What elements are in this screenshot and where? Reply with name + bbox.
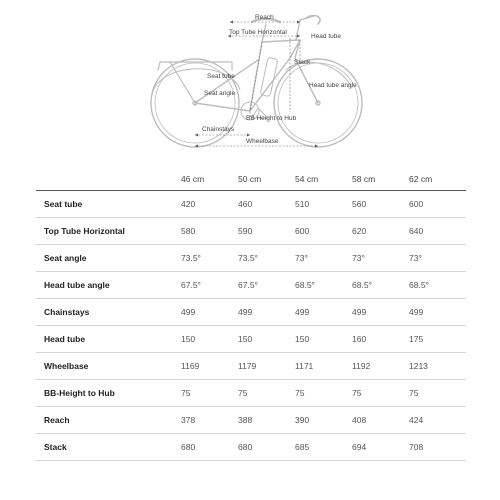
table-cell: 67.5° — [181, 272, 238, 299]
table-cell: 1169 — [181, 353, 238, 380]
table-cell: 160 — [352, 326, 409, 353]
table-row — [36, 434, 466, 461]
table-cell: 75 — [181, 380, 238, 407]
table-cell: 420 — [181, 191, 238, 218]
table-body — [36, 191, 466, 461]
table-cell: 378 — [181, 407, 238, 434]
table-cell: 600 — [409, 191, 466, 218]
table-cell: 73° — [295, 245, 352, 272]
table-row — [36, 245, 466, 272]
size-header: 54 cm — [295, 168, 352, 191]
table-cell: 68.5° — [409, 272, 466, 299]
table-cell: 1171 — [295, 353, 352, 380]
table-cell: 73° — [352, 245, 409, 272]
table-cell: 73° — [409, 245, 466, 272]
label-head-tube-angle: Head tube angle — [309, 82, 357, 89]
table-cell: 620 — [352, 218, 409, 245]
table-cell: 67.5° — [238, 272, 295, 299]
table-cell: 175 — [409, 326, 466, 353]
table-row — [36, 407, 466, 434]
header-empty-cell — [36, 168, 181, 191]
row-label: Top Tube Horizontal — [36, 218, 181, 245]
table-cell: 73.5° — [181, 245, 238, 272]
table-cell: 640 — [409, 218, 466, 245]
table-cell: 580 — [181, 218, 238, 245]
size-header: 50 cm — [238, 168, 295, 191]
table-cell: 694 — [352, 434, 409, 461]
table-cell: 499 — [295, 299, 352, 326]
row-label: Reach — [36, 407, 181, 434]
table-row — [36, 191, 466, 218]
table-cell: 150 — [295, 326, 352, 353]
table-cell: 510 — [295, 191, 352, 218]
table-cell: 560 — [352, 191, 409, 218]
geometry-table — [36, 168, 466, 461]
table-cell: 150 — [181, 326, 238, 353]
label-stack: Stack — [294, 59, 311, 66]
table-cell: 390 — [295, 407, 352, 434]
table-cell: 1179 — [238, 353, 295, 380]
label-top-tube-horizontal: Top Tube Horizontal — [229, 29, 287, 36]
row-label: Chainstays — [36, 299, 181, 326]
table-cell: 499 — [409, 299, 466, 326]
table-cell: 424 — [409, 407, 466, 434]
table-cell: 460 — [238, 191, 295, 218]
table-cell: 680 — [181, 434, 238, 461]
row-label: Seat angle — [36, 245, 181, 272]
table-cell: 75 — [352, 380, 409, 407]
row-label: BB-Height to Hub — [36, 380, 181, 407]
bike-geometry-diagram — [0, 0, 500, 160]
table-row — [36, 380, 466, 407]
table-cell: 388 — [238, 407, 295, 434]
table-cell: 408 — [352, 407, 409, 434]
table-row — [36, 272, 466, 299]
table-cell: 499 — [238, 299, 295, 326]
row-label: Head tube — [36, 326, 181, 353]
size-header: 46 cm — [181, 168, 238, 191]
label-reach: Reach — [255, 14, 274, 21]
table-cell: 1213 — [409, 353, 466, 380]
table-cell: 1192 — [352, 353, 409, 380]
table-cell: 68.5° — [352, 272, 409, 299]
label-wheelbase: Wheelbase — [246, 138, 279, 145]
table-cell: 499 — [352, 299, 409, 326]
table-row — [36, 353, 466, 380]
label-seat-angle: Seat angle — [204, 90, 236, 97]
table-header-row — [36, 168, 466, 191]
label-seat-tube: Seat tube — [207, 73, 235, 80]
table-cell: 68.5° — [295, 272, 352, 299]
label-head-tube: Head tube — [311, 33, 341, 40]
table-cell: 590 — [238, 218, 295, 245]
row-label: Stack — [36, 434, 181, 461]
size-header: 58 cm — [352, 168, 409, 191]
row-label: Seat tube — [36, 191, 181, 218]
table-row — [36, 218, 466, 245]
label-bb-height: BB Height to Hub — [246, 115, 297, 122]
table-row — [36, 299, 466, 326]
table-cell: 600 — [295, 218, 352, 245]
label-chainstays: Chainstays — [202, 126, 235, 133]
table-cell: 73.5° — [238, 245, 295, 272]
table-row — [36, 326, 466, 353]
table-cell: 75 — [295, 380, 352, 407]
table-cell: 685 — [295, 434, 352, 461]
table-cell: 75 — [409, 380, 466, 407]
row-label: Wheelbase — [36, 353, 181, 380]
table-cell: 75 — [238, 380, 295, 407]
table-cell: 150 — [238, 326, 295, 353]
size-header: 62 cm — [409, 168, 466, 191]
table-cell: 499 — [181, 299, 238, 326]
table-cell: 708 — [409, 434, 466, 461]
table-cell: 680 — [238, 434, 295, 461]
row-label: Head tube angle — [36, 272, 181, 299]
